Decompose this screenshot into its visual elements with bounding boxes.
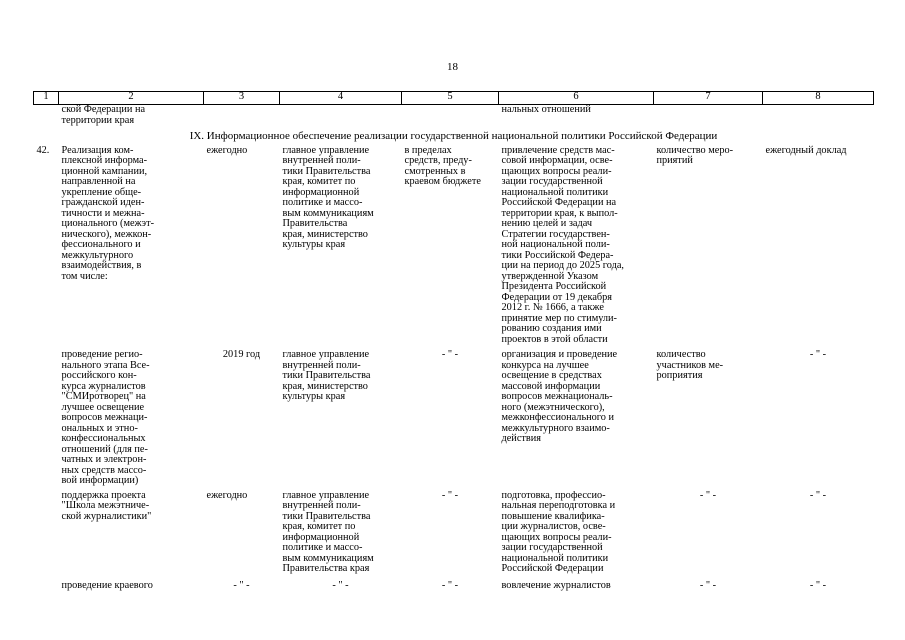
- row-number: [34, 491, 59, 575]
- expected-result: привлечение средств мас- совой информации, осве- щающих вопросы реали- зации государственной национальной политики Российской Федерации на территории края, к выпол- нению целей и задач Стратегии государствен- ной национальной поли- тики Российской Федера- ции на период до 2025 года, утвержденной Указом Президента Российской Федерации от 19 декабря 2012 г. № 1666, а также принятие мер по стимули- рованию создания ими проектов в этой области: [501, 144, 624, 345]
- responsible: главное управление внутренней поли- тики Правительства края, комитет по информационной политике и массо- вым коммуникациям Правительства края: [282, 489, 374, 574]
- table-row: [34, 350, 874, 487]
- indicator: количество участников ме- роприятия: [656, 349, 724, 381]
- section-row: [34, 128, 874, 146]
- table-row: [34, 491, 874, 575]
- report-form: ежегодный доклад: [765, 144, 847, 156]
- section-title: IX. Информационное обеспечение реализации государственной национальной политики Российской Федерации: [189, 130, 718, 142]
- expected-result: вовлечение журналистов: [501, 579, 611, 591]
- indicator: количество меро- приятий: [656, 144, 734, 166]
- page-number: 18: [447, 61, 458, 73]
- deadline: ежегодно: [206, 489, 248, 501]
- plan-table: [33, 91, 874, 591]
- expected-result: организация и проведение конкурса на лучшее освещение в средствах массовой информации вопросов межнациональ- ного (межэтнического), межконфессионального и межкультурного взаимо- действия: [501, 349, 618, 444]
- funding-source: в пределах средств, преду- смотренных в краевом бюджете: [404, 144, 481, 187]
- column-header: 8: [763, 92, 874, 105]
- event-name: проведение краевого: [61, 579, 153, 591]
- funding-source: - " -: [441, 349, 459, 360]
- event-name: проведение регио- нального этапа Все- российского кон- курса журналистов "СМИротворец" на лучшее освещение вопросов межнаци- ональных и этно- конфессиональных отношений (для пе- чатных и электрон- ных средств массо- вой информации): [61, 349, 150, 486]
- deadline: 2019 год: [222, 349, 261, 360]
- table-row: [34, 581, 874, 592]
- funding-source: - " -: [441, 579, 459, 591]
- report-form: - " -: [809, 489, 827, 501]
- column-header: 7: [654, 92, 763, 105]
- report-form: - " -: [809, 349, 827, 360]
- row-number: [34, 581, 59, 592]
- continuation-row: [34, 105, 874, 129]
- column-header: 2: [59, 92, 204, 105]
- indicator: - " -: [699, 489, 717, 501]
- column-header: 4: [280, 92, 402, 105]
- deadline: - " -: [233, 579, 250, 591]
- report-form: - " -: [809, 579, 827, 591]
- continued-result-text: нальных отношений: [501, 104, 591, 115]
- responsible: - " -: [332, 579, 349, 591]
- column-header: 6: [499, 92, 654, 105]
- deadline: ежегодно: [206, 144, 248, 156]
- indicator: - " -: [699, 579, 717, 591]
- row-number: 42.: [36, 144, 50, 156]
- continued-event-text: ской Федерации на территории края: [61, 104, 146, 126]
- row-number: [34, 350, 59, 487]
- event-name: поддержка проекта "Школа межэтниче- ской журналистики": [61, 489, 152, 522]
- responsible: главное управление внутренней поли- тики Правительства края, министерство культуры края: [282, 349, 371, 402]
- event-name: Реализация ком- плексной информа- ционной кампании, направленной на укрепление обще- гражданской иден- тичности и межна- ционального (межэт- нического), межкон- фессионального и межкультурного взаимодействия, в том числе:: [61, 144, 155, 282]
- funding-source: - " -: [441, 489, 459, 501]
- column-header: 1: [34, 92, 59, 105]
- expected-result: подготовка, профессио- нальная переподготовка и повышение квалифика- ции журналистов, осве- щающих вопросы реали- зации государственной национальной политики Российской Федерации: [501, 489, 616, 574]
- responsible: главное управление внутренней поли- тики Правительства края, комитет по информационной политике и массо- вым коммуникациям Правительства края, министерство культуры края: [282, 144, 374, 250]
- table-row: [34, 146, 874, 346]
- column-header: 3: [204, 92, 280, 105]
- column-number-header: [34, 92, 874, 105]
- column-header: 5: [402, 92, 499, 105]
